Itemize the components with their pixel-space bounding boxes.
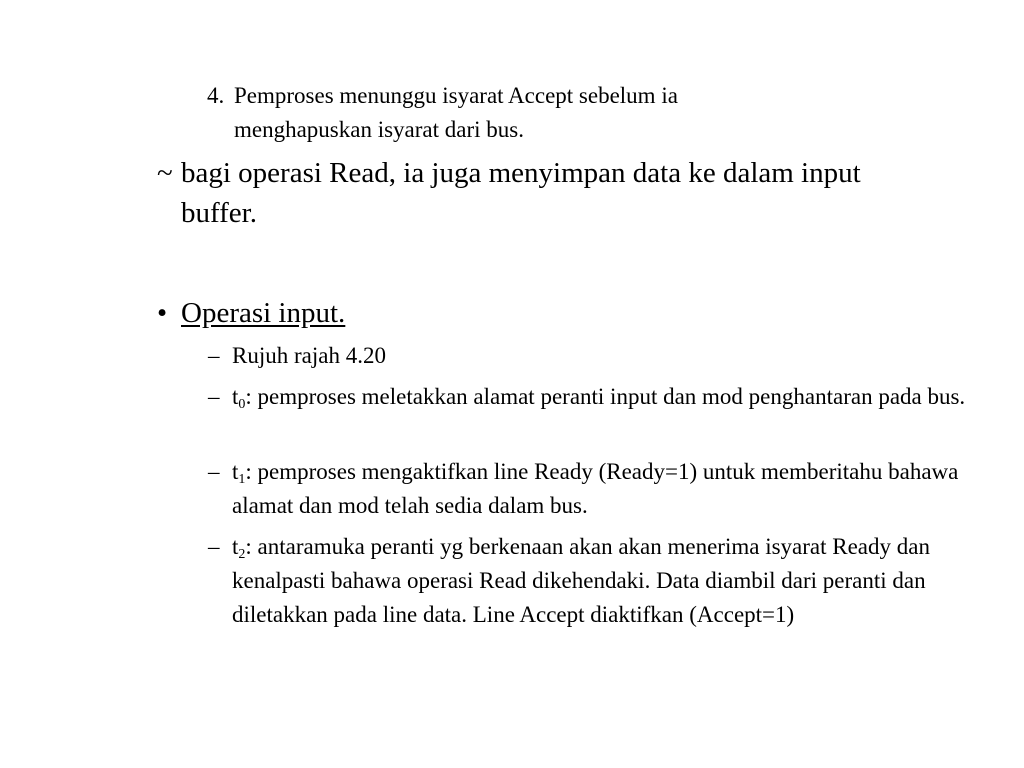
- tilde-text: bagi operasi Read, ia juga menyimpan data ke dalam input buffer.: [181, 157, 861, 229]
- dash-marker: –: [208, 459, 220, 484]
- tilde-marker: ~: [157, 157, 173, 189]
- bullet-title: Operasi input.: [181, 297, 346, 329]
- sub-item: [208, 339, 968, 373]
- numbered-item-4: [207, 79, 807, 147]
- dash-marker: –: [208, 343, 220, 368]
- sub-item: [208, 380, 968, 414]
- sub-item: [208, 530, 968, 632]
- time-subscript: 1: [238, 472, 246, 487]
- sub-item-text: : pemproses mengaktifkan line Ready (Ready=1) untuk memberitahu bahawa alamat dan mod telah sedia dalam bus.: [232, 459, 959, 518]
- item-text: Pemproses menunggu isyarat Accept sebelum ia menghapuskan isyarat dari bus.: [234, 83, 678, 142]
- dash-marker: –: [208, 534, 220, 559]
- time-prefix: t: [232, 459, 239, 484]
- sub-item-text: : antaramuka peranti yg berkenaan akan akan menerima isyarat Ready dan kenalpasti bahawa operasi Read dikehendaki. Data diambil dari peranti dan diletakkan pada line data. Line Accept diaktifkan (Accept=1): [232, 534, 930, 627]
- tilde-item: [157, 153, 937, 233]
- bullet-marker: •: [157, 297, 168, 329]
- sub-item-body: [208, 530, 968, 632]
- bullet-item: [157, 293, 937, 333]
- sub-item: [208, 455, 968, 523]
- item-number: 4.: [207, 83, 225, 108]
- time-prefix: t: [232, 534, 239, 559]
- sub-item-body: [208, 380, 968, 414]
- sub-item-body: [208, 455, 968, 523]
- time-prefix: t: [232, 384, 239, 409]
- time-subscript: 2: [238, 547, 246, 562]
- time-subscript: 0: [238, 397, 246, 412]
- sub-item-text: Rujuh rajah 4.20: [232, 343, 386, 368]
- dash-marker: –: [208, 384, 220, 409]
- sub-item-text: : pemproses meletakkan alamat peranti input dan mod penghantaran pada bus.: [245, 384, 966, 409]
